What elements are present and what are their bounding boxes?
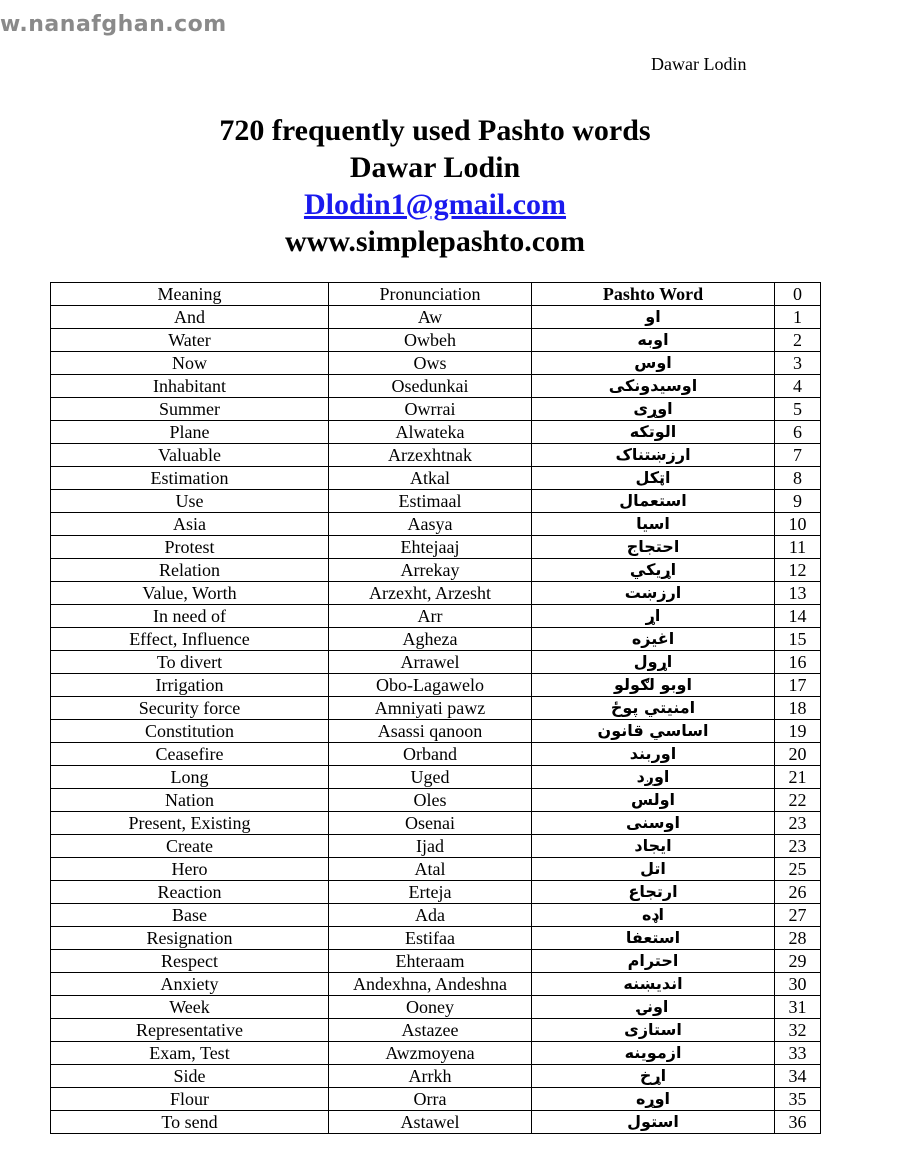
cell-pashto-word: اوړی [532, 398, 775, 421]
title-block [0, 112, 870, 260]
author-name: Dawar Lodin [349, 151, 521, 184]
cell-pronunciation: Ehtejaaj [329, 536, 532, 559]
cell-meaning: Value, Worth [51, 582, 329, 605]
cell-pashto-word: الوتکه [532, 421, 775, 444]
cell-meaning: Inhabitant [51, 375, 329, 398]
cell-pronunciation: Astazee [329, 1019, 532, 1042]
cell-meaning: Effect, Influence [51, 628, 329, 651]
cell-number: 36 [775, 1111, 821, 1134]
cell-pashto-word: او [532, 306, 775, 329]
table-row [51, 812, 821, 835]
cell-meaning: Week [51, 996, 329, 1019]
cell-number: 29 [775, 950, 821, 973]
cell-pashto-word: اغيزه [532, 628, 775, 651]
cell-meaning: Long [51, 766, 329, 789]
cell-pronunciation: Orra [329, 1088, 532, 1111]
cell-pashto-word: امنيتي پوځ [532, 697, 775, 720]
cell-pronunciation: Arrkh [329, 1065, 532, 1088]
cell-pronunciation: Atal [329, 858, 532, 881]
cell-number: 5 [775, 398, 821, 421]
cell-pronunciation: Arzexht, Arzesht [329, 582, 532, 605]
cell-pronunciation: Osenai [329, 812, 532, 835]
cell-number: 25 [775, 858, 821, 881]
header-author: Dawar Lodin [651, 54, 747, 74]
cell-meaning: In need of [51, 605, 329, 628]
cell-number: 27 [775, 904, 821, 927]
cell-pronunciation: Arr [329, 605, 532, 628]
table-row [51, 743, 821, 766]
cell-pronunciation: Ows [329, 352, 532, 375]
table-row [51, 490, 821, 513]
cell-pashto-word: احترام [532, 950, 775, 973]
cell-pronunciation: Aw [329, 306, 532, 329]
cell-pashto-word: اړخ [532, 1065, 775, 1088]
cell-pronunciation: Alwateka [329, 421, 532, 444]
cell-number: 1 [775, 306, 821, 329]
cell-pronunciation: Arrawel [329, 651, 532, 674]
cell-number: 16 [775, 651, 821, 674]
cell-pronunciation: Agheza [329, 628, 532, 651]
cell-meaning: Hero [51, 858, 329, 881]
table-row [51, 720, 821, 743]
cell-pashto-word: ارزښت [532, 582, 775, 605]
cell-pashto-word: اټکل [532, 467, 775, 490]
cell-number: 9 [775, 490, 821, 513]
table-row [51, 1088, 821, 1111]
cell-meaning: Side [51, 1065, 329, 1088]
cell-meaning: Protest [51, 536, 329, 559]
cell-pashto-word: اولس [532, 789, 775, 812]
cell-number: 3 [775, 352, 821, 375]
cell-meaning: Resignation [51, 927, 329, 950]
cell-number: 34 [775, 1065, 821, 1088]
cell-number: 35 [775, 1088, 821, 1111]
cell-pronunciation: Obo-Lagawelo [329, 674, 532, 697]
table-row [51, 375, 821, 398]
cell-number: 11 [775, 536, 821, 559]
cell-pronunciation: Ehteraam [329, 950, 532, 973]
table-row [51, 674, 821, 697]
cell-pashto-word: استول [532, 1111, 775, 1134]
document-title: 720 frequently used Pashto words [219, 114, 651, 147]
table-row [51, 1111, 821, 1134]
cell-meaning: Valuable [51, 444, 329, 467]
table-row [51, 835, 821, 858]
cell-meaning: Water [51, 329, 329, 352]
cell-meaning: Estimation [51, 467, 329, 490]
cell-meaning: To divert [51, 651, 329, 674]
cell-pashto-word: اسيا [532, 513, 775, 536]
cell-pashto-word: اوږد [532, 766, 775, 789]
table-row [51, 582, 821, 605]
table-row [51, 398, 821, 421]
cell-meaning: Exam, Test [51, 1042, 329, 1065]
table-row [51, 789, 821, 812]
table-row [51, 421, 821, 444]
website-text: www.simplepashto.com [284, 225, 585, 258]
cell-meaning: Plane [51, 421, 329, 444]
cell-pronunciation: Amniyati pawz [329, 697, 532, 720]
cell-pashto-word: انديښنه [532, 973, 775, 996]
cell-pronunciation: Orband [329, 743, 532, 766]
cell-meaning: Security force [51, 697, 329, 720]
cell-number: 19 [775, 720, 821, 743]
table-row [51, 996, 821, 1019]
cell-pashto-word: اساسي قانون [532, 720, 775, 743]
cell-pronunciation: Atkal [329, 467, 532, 490]
table-row [51, 559, 821, 582]
cell-meaning: Anxiety [51, 973, 329, 996]
cell-meaning: Base [51, 904, 329, 927]
cell-number: 18 [775, 697, 821, 720]
cell-number: 6 [775, 421, 821, 444]
cell-pronunciation: Asassi qanoon [329, 720, 532, 743]
cell-pashto-word: احتجاج [532, 536, 775, 559]
cell-pronunciation: Astawel [329, 1111, 532, 1134]
cell-meaning: Representative [51, 1019, 329, 1042]
cell-meaning: Summer [51, 398, 329, 421]
cell-pronunciation: Owrrai [329, 398, 532, 421]
table-row [51, 651, 821, 674]
watermark-text: w.nanafghan.com [0, 12, 227, 37]
cell-meaning: Create [51, 835, 329, 858]
cell-pronunciation: Oles [329, 789, 532, 812]
cell-number: 2 [775, 329, 821, 352]
cell-meaning: Flour [51, 1088, 329, 1111]
table-row [51, 513, 821, 536]
cell-meaning: Use [51, 490, 329, 513]
cell-pashto-word: استازی [532, 1019, 775, 1042]
cell-pashto-word: استعمال [532, 490, 775, 513]
cell-pronunciation: Estifaa [329, 927, 532, 950]
cell-pashto-word: اونۍ [532, 996, 775, 1019]
cell-meaning: Asia [51, 513, 329, 536]
cell-pashto-word: اوبو لګولو [532, 674, 775, 697]
cell-number: 30 [775, 973, 821, 996]
header-number: 0 [775, 283, 821, 306]
cell-pronunciation: Uged [329, 766, 532, 789]
cell-number: 20 [775, 743, 821, 766]
table-header-row [51, 283, 821, 306]
cell-pashto-word: اتل [532, 858, 775, 881]
table-row [51, 697, 821, 720]
header-pashto-word: Pashto Word [532, 283, 775, 306]
cell-pashto-word: اوربند [532, 743, 775, 766]
table-row [51, 881, 821, 904]
header-pronunciation: Pronunciation [329, 283, 532, 306]
table-row [51, 858, 821, 881]
cell-pashto-word: اوبه [532, 329, 775, 352]
table-row [51, 306, 821, 329]
cell-number: 33 [775, 1042, 821, 1065]
header-meaning: Meaning [51, 283, 329, 306]
table-row [51, 1065, 821, 1088]
cell-pronunciation: Awzmoyena [329, 1042, 532, 1065]
cell-number: 21 [775, 766, 821, 789]
table-row [51, 1019, 821, 1042]
cell-pronunciation: Ijad [329, 835, 532, 858]
table-row [51, 329, 821, 352]
cell-pronunciation: Arzexhtnak [329, 444, 532, 467]
cell-number: 31 [775, 996, 821, 1019]
cell-pronunciation: Arrekay [329, 559, 532, 582]
table-row [51, 927, 821, 950]
table-row [51, 352, 821, 375]
word-table [50, 282, 821, 1134]
cell-number: 12 [775, 559, 821, 582]
table-row [51, 1042, 821, 1065]
cell-pronunciation: Andexhna, Andeshna [329, 973, 532, 996]
cell-number: 26 [775, 881, 821, 904]
cell-number: 15 [775, 628, 821, 651]
cell-number: 14 [775, 605, 821, 628]
table-row [51, 904, 821, 927]
table-row [51, 605, 821, 628]
cell-meaning: Nation [51, 789, 329, 812]
cell-pronunciation: Owbeh [329, 329, 532, 352]
cell-pashto-word: استعفا [532, 927, 775, 950]
cell-pashto-word: اړ [532, 605, 775, 628]
cell-meaning: Reaction [51, 881, 329, 904]
table-row [51, 766, 821, 789]
table-row [51, 467, 821, 490]
cell-pashto-word: ارتجاع [532, 881, 775, 904]
cell-number: 22 [775, 789, 821, 812]
cell-pashto-word: اوسيدونکی [532, 375, 775, 398]
email-link[interactable]: Dlodin1@gmail.com [303, 188, 567, 221]
cell-meaning: To send [51, 1111, 329, 1134]
cell-number: 32 [775, 1019, 821, 1042]
cell-pashto-word: اړول [532, 651, 775, 674]
cell-pronunciation: Erteja [329, 881, 532, 904]
cell-pashto-word: اډه [532, 904, 775, 927]
cell-number: 8 [775, 467, 821, 490]
table-row [51, 628, 821, 651]
cell-pronunciation: Aasya [329, 513, 532, 536]
cell-number: 23 [775, 835, 821, 858]
cell-pashto-word: اوسنی [532, 812, 775, 835]
table-row [51, 444, 821, 467]
cell-number: 28 [775, 927, 821, 950]
cell-meaning: Relation [51, 559, 329, 582]
cell-pashto-word: اوړه [532, 1088, 775, 1111]
cell-pronunciation: Ada [329, 904, 532, 927]
table-row [51, 973, 821, 996]
cell-number: 4 [775, 375, 821, 398]
cell-meaning: And [51, 306, 329, 329]
cell-meaning: Respect [51, 950, 329, 973]
cell-pashto-word: ارزښتناک [532, 444, 775, 467]
cell-meaning: Now [51, 352, 329, 375]
cell-pashto-word: ايجاد [532, 835, 775, 858]
cell-pronunciation: Osedunkai [329, 375, 532, 398]
table-row [51, 950, 821, 973]
cell-pronunciation: Estimaal [329, 490, 532, 513]
cell-number: 23 [775, 812, 821, 835]
cell-pronunciation: Ooney [329, 996, 532, 1019]
table-row [51, 536, 821, 559]
cell-meaning: Irrigation [51, 674, 329, 697]
cell-number: 10 [775, 513, 821, 536]
cell-pashto-word: اړيکي [532, 559, 775, 582]
cell-number: 7 [775, 444, 821, 467]
cell-number: 13 [775, 582, 821, 605]
cell-number: 17 [775, 674, 821, 697]
cell-meaning: Ceasefire [51, 743, 329, 766]
cell-meaning: Constitution [51, 720, 329, 743]
cell-pashto-word: اوس [532, 352, 775, 375]
cell-meaning: Present, Existing [51, 812, 329, 835]
cell-pashto-word: ازموينه [532, 1042, 775, 1065]
